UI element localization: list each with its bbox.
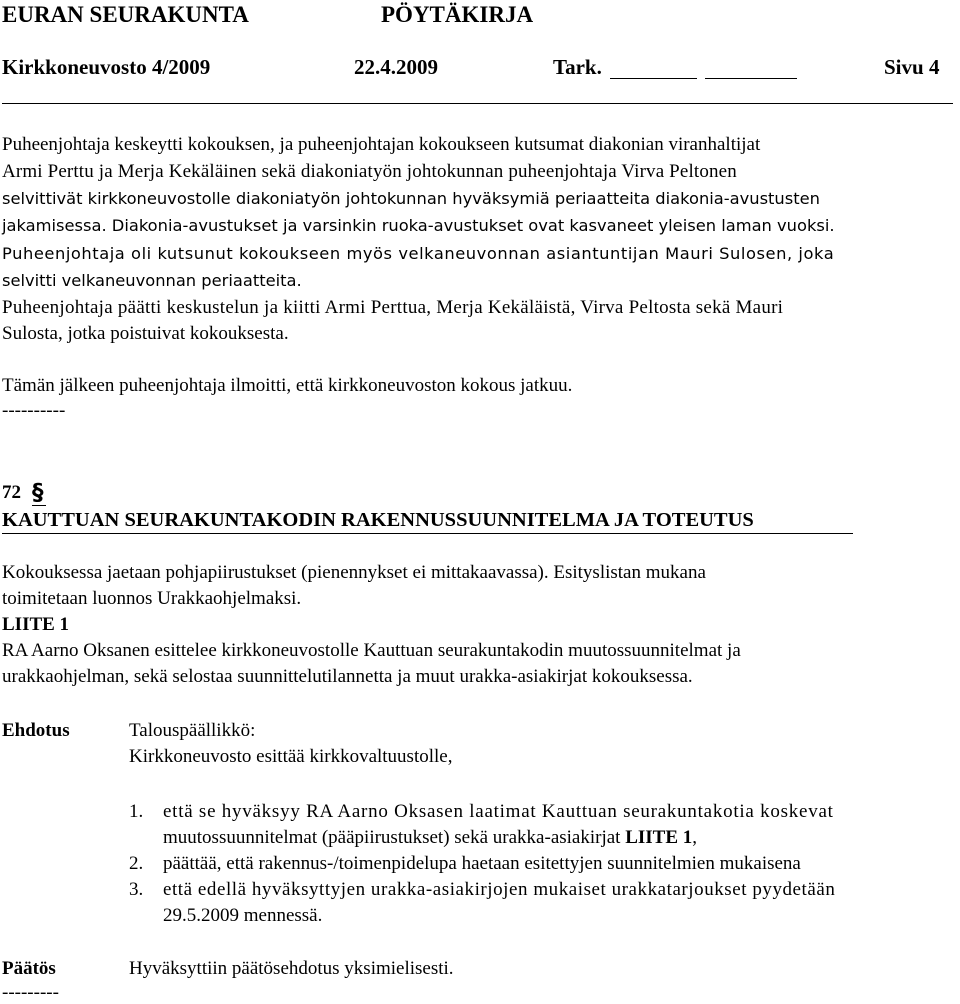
- meeting-body: Kirkkoneuvosto 4/2009: [2, 55, 211, 79]
- section-symbol-underline: [32, 505, 46, 506]
- intro-separator: ----------: [2, 400, 66, 421]
- proposal-label: Ehdotus: [2, 720, 70, 741]
- check-label: Tark.: [553, 55, 602, 79]
- section-body2-line-2: urakkaohjelman, sekä selostaa suunnittelutilannetta ja muut urakka-asiakirjat kokouksessa.: [2, 666, 693, 687]
- check-signature-line-2: [705, 78, 797, 79]
- intro-p3-line-2: Sulosta, jotka poistuivat kokouksesta.: [2, 323, 289, 344]
- intro-p1-line-4: jakamisessa. Diakonia-avustukset ja varsinkin ruoka-avustukset ovat kasvaneet yleisen laman vuoksi.: [2, 216, 835, 235]
- item-2-number: 2.: [129, 853, 144, 874]
- decision-label: Päätös: [2, 958, 56, 979]
- org-name: EURAN SEURAKUNTA: [2, 2, 249, 27]
- section-title: KAUTTUAN SEURAKUNTAKODIN RAKENNUSSUUNNITELMA JA TOTEUTUS: [2, 509, 754, 531]
- section-body-line-2: toimitetaan luonnos Urakkaohjelmaksi.: [2, 588, 302, 609]
- doc-type: PÖYTÄKIRJA: [381, 2, 534, 27]
- item-3-line-2: 29.5.2009 mennessä.: [163, 905, 323, 926]
- check-signature-line-1: [610, 78, 697, 79]
- intro-p1-line-2: Armi Perttu ja Merja Kekäläinen sekä diakoniatyön johtokunnan puheenjohtaja Virva Peltonen: [2, 161, 737, 182]
- item-1-tail: ,: [692, 827, 698, 848]
- item-1-line-2: [163, 827, 697, 849]
- intro-p4: Tämän jälkeen puheenjohtaja ilmoitti, että kirkkoneuvoston kokous jatkuu.: [2, 375, 573, 396]
- section-symbol: §: [32, 480, 44, 506]
- item-1-line-2-text: muutossuunnitelmat (pääpiirustukset) sekä urakka-asiakirjat: [163, 827, 626, 848]
- proposer: Talouspäällikkö:: [129, 720, 256, 741]
- item-1-line-1: että se hyväksyy RA Aarno Oksasen laatimat Kauttuan seurakuntakotia koskevat: [163, 801, 834, 822]
- section-number: 72: [2, 482, 21, 503]
- section-body-line-1: Kokouksessa jaetaan pohjapiirustukset (pienennykset ei mittakaavassa). Esityslistan mukana: [2, 562, 706, 583]
- item-1-attachment-ref: LIITE 1: [625, 827, 693, 848]
- item-2-line-1: päättää, että rakennus-/toimenpidelupa haetaan esitettyjen suunnitelmien mukaisena: [163, 853, 801, 874]
- header-rule: [2, 103, 953, 104]
- decision-text: Hyväksyttiin päätösehdotus yksimielisesti.: [129, 958, 454, 979]
- intro-p3-line-1: Puheenjohtaja päätti keskustelun ja kiitti Armi Perttua, Merja Kekäläistä, Virva Peltosta sekä Mauri: [2, 297, 784, 318]
- intro-p2-line-2: selvitti velkaneuvonnan periaatteita.: [2, 271, 302, 290]
- item-3-number: 3.: [129, 879, 144, 900]
- page-number: Sivu 4: [884, 55, 940, 79]
- intro-p2-line-1: Puheenjohtaja oli kutsunut kokoukseen myös velkaneuvonnan asiantuntijan Mauri Sulosen, joka: [2, 244, 835, 263]
- item-1-number: 1.: [129, 801, 144, 822]
- section-title-underline: [2, 533, 853, 534]
- proposal-intro: Kirkkoneuvosto esittää kirkkovaltuustolle,: [129, 746, 453, 767]
- decision-separator: ---------: [2, 982, 59, 1003]
- meeting-date: 22.4.2009: [354, 55, 438, 79]
- intro-p1-line-1: Puheenjohtaja keskeytti kokouksen, ja puheenjohtajan kokoukseen kutsumat diakonian viranhaltijat: [2, 134, 761, 155]
- section-body2-line-1: RA Aarno Oksanen esittelee kirkkoneuvostolle Kauttuan seurakuntakodin muutossuunnitelmat ja: [2, 640, 741, 661]
- item-3-line-1: että edellä hyväksyttyjen urakka-asiakirjojen mukaiset urakkatarjoukset pyydetään: [163, 879, 836, 900]
- intro-p1-line-3: selvittivät kirkkoneuvostolle diakoniatyön johtokunnan hyväksymiä periaatteita diakonia-avustusten: [2, 189, 820, 208]
- attachment-label: LIITE 1: [2, 614, 70, 635]
